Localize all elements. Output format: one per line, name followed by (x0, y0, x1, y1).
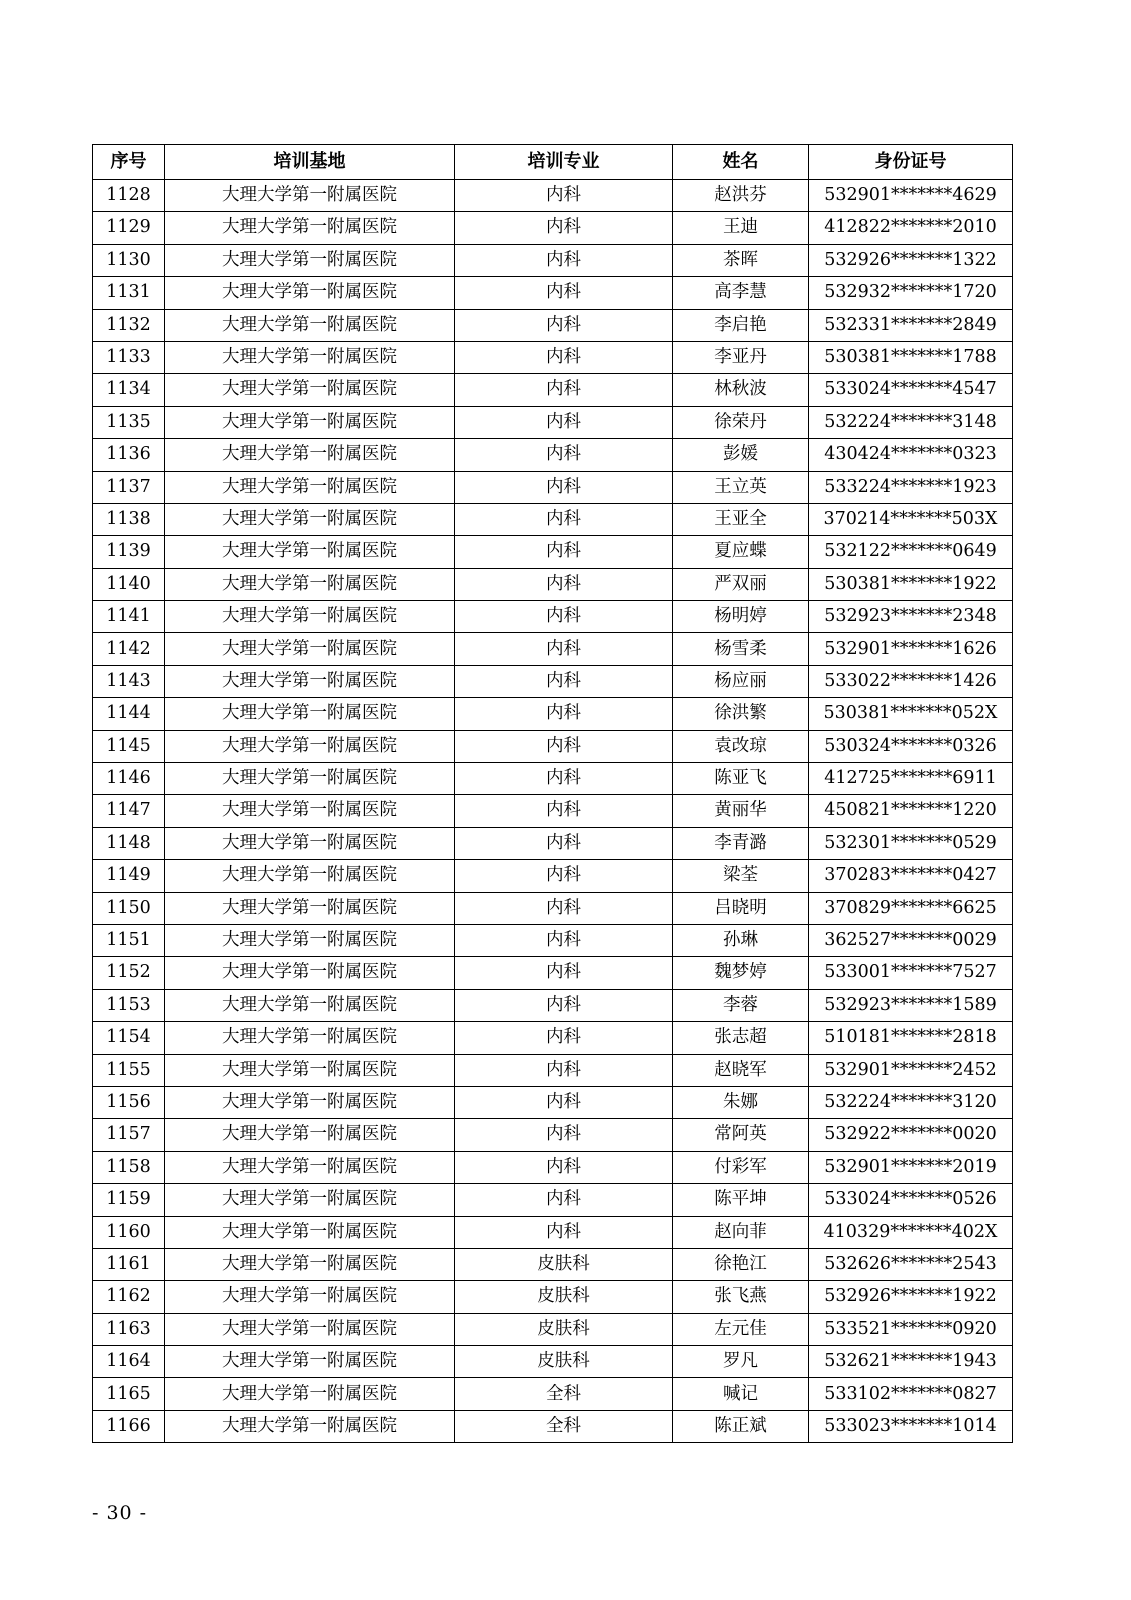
table-row (93, 536, 1013, 568)
cell-training-major: 内科 (455, 1216, 673, 1248)
cell-name: 吕晓明 (673, 892, 809, 924)
cell-training-base: 大理大学第一附属医院 (165, 1151, 455, 1183)
cell-training-base: 大理大学第一附属医院 (165, 860, 455, 892)
cell-training-major: 内科 (455, 892, 673, 924)
cell-index: 1159 (93, 1184, 165, 1216)
table-row (93, 309, 1013, 341)
cell-name: 严双丽 (673, 568, 809, 600)
cell-training-base: 大理大学第一附属医院 (165, 1086, 455, 1118)
column-header-index: 序号 (93, 145, 165, 180)
table-row (93, 957, 1013, 989)
cell-name: 喊记 (673, 1378, 809, 1410)
cell-index: 1136 (93, 439, 165, 471)
table-row (93, 1378, 1013, 1410)
cell-name: 赵晓军 (673, 1054, 809, 1086)
table-row (93, 212, 1013, 244)
cell-name: 李启艳 (673, 309, 809, 341)
cell-training-major: 皮肤科 (455, 1313, 673, 1345)
cell-name: 杨应丽 (673, 665, 809, 697)
cell-id-number: 530381*******1788 (809, 341, 1013, 373)
table-row (93, 244, 1013, 276)
table-row (93, 180, 1013, 212)
cell-id-number: 430424*******0323 (809, 439, 1013, 471)
cell-index: 1151 (93, 924, 165, 956)
cell-training-base: 大理大学第一附属医院 (165, 1346, 455, 1378)
cell-name: 袁改琼 (673, 730, 809, 762)
table-row (93, 633, 1013, 665)
roster-table-container (92, 144, 1012, 1443)
cell-index: 1135 (93, 406, 165, 438)
cell-index: 1163 (93, 1313, 165, 1345)
cell-index: 1154 (93, 1022, 165, 1054)
cell-training-base: 大理大学第一附属医院 (165, 665, 455, 697)
cell-id-number: 533024*******0526 (809, 1184, 1013, 1216)
cell-index: 1141 (93, 601, 165, 633)
cell-training-base: 大理大学第一附属医院 (165, 633, 455, 665)
cell-training-base: 大理大学第一附属医院 (165, 1022, 455, 1054)
cell-training-major: 内科 (455, 277, 673, 309)
cell-id-number: 532923*******1589 (809, 989, 1013, 1021)
table-row (93, 730, 1013, 762)
cell-index: 1147 (93, 795, 165, 827)
page-number: - 30 - (92, 1502, 148, 1524)
cell-training-base: 大理大学第一附属医院 (165, 1248, 455, 1280)
column-header-training-base: 培训基地 (165, 145, 455, 180)
cell-index: 1152 (93, 957, 165, 989)
cell-training-major: 内科 (455, 244, 673, 276)
cell-id-number: 412725*******6911 (809, 763, 1013, 795)
cell-training-base: 大理大学第一附属医院 (165, 601, 455, 633)
cell-index: 1145 (93, 730, 165, 762)
cell-training-major: 内科 (455, 1054, 673, 1086)
cell-name: 赵向菲 (673, 1216, 809, 1248)
cell-training-major: 内科 (455, 309, 673, 341)
cell-training-base: 大理大学第一附属医院 (165, 374, 455, 406)
cell-training-base: 大理大学第一附属医院 (165, 1378, 455, 1410)
cell-training-major: 皮肤科 (455, 1281, 673, 1313)
cell-training-base: 大理大学第一附属医院 (165, 277, 455, 309)
cell-training-major: 内科 (455, 1022, 673, 1054)
cell-name: 罗凡 (673, 1346, 809, 1378)
table-row (93, 503, 1013, 535)
cell-id-number: 412822*******2010 (809, 212, 1013, 244)
table-row (93, 795, 1013, 827)
table-header-row (93, 145, 1013, 180)
cell-training-base: 大理大学第一附属医院 (165, 1410, 455, 1442)
cell-training-major: 内科 (455, 763, 673, 795)
cell-id-number: 532621*******1943 (809, 1346, 1013, 1378)
cell-name: 王亚全 (673, 503, 809, 535)
cell-id-number: 533102*******0827 (809, 1378, 1013, 1410)
cell-index: 1146 (93, 763, 165, 795)
cell-id-number: 410329*******402X (809, 1216, 1013, 1248)
cell-name: 赵洪芬 (673, 180, 809, 212)
cell-training-major: 内科 (455, 730, 673, 762)
cell-index: 1137 (93, 471, 165, 503)
cell-id-number: 370283*******0427 (809, 860, 1013, 892)
cell-id-number: 532932*******1720 (809, 277, 1013, 309)
cell-index: 1157 (93, 1119, 165, 1151)
cell-training-major: 内科 (455, 924, 673, 956)
cell-index: 1132 (93, 309, 165, 341)
cell-training-base: 大理大学第一附属医院 (165, 957, 455, 989)
cell-training-major: 内科 (455, 568, 673, 600)
table-row (93, 892, 1013, 924)
cell-training-base: 大理大学第一附属医院 (165, 827, 455, 859)
cell-training-major: 内科 (455, 212, 673, 244)
column-header-name: 姓名 (673, 145, 809, 180)
table-row (93, 1216, 1013, 1248)
cell-index: 1144 (93, 698, 165, 730)
cell-name: 魏梦婷 (673, 957, 809, 989)
cell-index: 1128 (93, 180, 165, 212)
table-row (93, 341, 1013, 373)
cell-training-major: 内科 (455, 341, 673, 373)
table-row (93, 1151, 1013, 1183)
cell-id-number: 532922*******0020 (809, 1119, 1013, 1151)
cell-training-major: 内科 (455, 374, 673, 406)
cell-training-base: 大理大学第一附属医院 (165, 439, 455, 471)
cell-training-major: 内科 (455, 180, 673, 212)
cell-training-major: 内科 (455, 1086, 673, 1118)
cell-training-base: 大理大学第一附属医院 (165, 1184, 455, 1216)
cell-id-number: 532901*******1626 (809, 633, 1013, 665)
cell-training-base: 大理大学第一附属医院 (165, 989, 455, 1021)
cell-training-major: 内科 (455, 827, 673, 859)
cell-training-major: 内科 (455, 665, 673, 697)
table-body (93, 180, 1013, 1443)
cell-training-base: 大理大学第一附属医院 (165, 698, 455, 730)
cell-name: 陈亚飞 (673, 763, 809, 795)
cell-training-base: 大理大学第一附属医院 (165, 180, 455, 212)
cell-training-base: 大理大学第一附属医院 (165, 503, 455, 535)
cell-index: 1131 (93, 277, 165, 309)
cell-name: 孙琳 (673, 924, 809, 956)
table-row (93, 471, 1013, 503)
cell-training-major: 内科 (455, 503, 673, 535)
cell-name: 高李慧 (673, 277, 809, 309)
cell-training-major: 内科 (455, 698, 673, 730)
cell-index: 1155 (93, 1054, 165, 1086)
cell-training-base: 大理大学第一附属医院 (165, 568, 455, 600)
cell-name: 梁荃 (673, 860, 809, 892)
cell-training-major: 内科 (455, 860, 673, 892)
cell-index: 1162 (93, 1281, 165, 1313)
cell-training-major: 皮肤科 (455, 1248, 673, 1280)
cell-index: 1164 (93, 1346, 165, 1378)
cell-id-number: 530381*******1922 (809, 568, 1013, 600)
cell-name: 付彩军 (673, 1151, 809, 1183)
cell-training-major: 内科 (455, 1119, 673, 1151)
cell-name: 李青潞 (673, 827, 809, 859)
table-row (93, 1410, 1013, 1442)
cell-training-base: 大理大学第一附属医院 (165, 892, 455, 924)
cell-training-major: 内科 (455, 633, 673, 665)
cell-id-number: 532331*******2849 (809, 309, 1013, 341)
cell-name: 黄丽华 (673, 795, 809, 827)
cell-name: 杨明婷 (673, 601, 809, 633)
cell-training-major: 全科 (455, 1410, 673, 1442)
cell-name: 杨雪柔 (673, 633, 809, 665)
cell-index: 1158 (93, 1151, 165, 1183)
column-header-training-major: 培训专业 (455, 145, 673, 180)
cell-id-number: 370214*******503X (809, 503, 1013, 535)
cell-id-number: 532301*******0529 (809, 827, 1013, 859)
table-row (93, 1119, 1013, 1151)
cell-name: 徐艳江 (673, 1248, 809, 1280)
cell-index: 1133 (93, 341, 165, 373)
cell-training-base: 大理大学第一附属医院 (165, 730, 455, 762)
cell-index: 1134 (93, 374, 165, 406)
table-row (93, 1313, 1013, 1345)
cell-name: 张飞燕 (673, 1281, 809, 1313)
cell-index: 1140 (93, 568, 165, 600)
cell-id-number: 533224*******1923 (809, 471, 1013, 503)
cell-index: 1156 (93, 1086, 165, 1118)
cell-id-number: 362527*******0029 (809, 924, 1013, 956)
table-row (93, 568, 1013, 600)
cell-name: 陈正斌 (673, 1410, 809, 1442)
cell-training-base: 大理大学第一附属医院 (165, 471, 455, 503)
cell-name: 朱娜 (673, 1086, 809, 1118)
cell-id-number: 532122*******0649 (809, 536, 1013, 568)
cell-id-number: 532901*******2019 (809, 1151, 1013, 1183)
cell-training-base: 大理大学第一附属医院 (165, 341, 455, 373)
cell-name: 李亚丹 (673, 341, 809, 373)
table-row (93, 601, 1013, 633)
cell-index: 1142 (93, 633, 165, 665)
cell-training-major: 内科 (455, 471, 673, 503)
cell-name: 彭媛 (673, 439, 809, 471)
cell-index: 1139 (93, 536, 165, 568)
cell-training-base: 大理大学第一附属医院 (165, 1281, 455, 1313)
cell-id-number: 530324*******0326 (809, 730, 1013, 762)
table-row (93, 374, 1013, 406)
column-header-id-number: 身份证号 (809, 145, 1013, 180)
cell-index: 1166 (93, 1410, 165, 1442)
cell-id-number: 532224*******3120 (809, 1086, 1013, 1118)
cell-training-major: 内科 (455, 1184, 673, 1216)
cell-id-number: 370829*******6625 (809, 892, 1013, 924)
cell-training-base: 大理大学第一附属医院 (165, 1054, 455, 1086)
table-row (93, 698, 1013, 730)
cell-training-base: 大理大学第一附属医院 (165, 1216, 455, 1248)
table-row (93, 1248, 1013, 1280)
cell-training-base: 大理大学第一附属医院 (165, 924, 455, 956)
table-row (93, 1281, 1013, 1313)
cell-training-base: 大理大学第一附属医院 (165, 406, 455, 438)
cell-training-base: 大理大学第一附属医院 (165, 763, 455, 795)
cell-id-number: 533001*******7527 (809, 957, 1013, 989)
cell-training-major: 内科 (455, 1151, 673, 1183)
cell-index: 1129 (93, 212, 165, 244)
cell-index: 1150 (93, 892, 165, 924)
cell-index: 1130 (93, 244, 165, 276)
cell-index: 1149 (93, 860, 165, 892)
cell-index: 1161 (93, 1248, 165, 1280)
table-row (93, 989, 1013, 1021)
table-row (93, 277, 1013, 309)
cell-name: 徐洪繁 (673, 698, 809, 730)
roster-table (92, 144, 1013, 1443)
cell-training-major: 内科 (455, 439, 673, 471)
cell-name: 夏应蝶 (673, 536, 809, 568)
cell-training-base: 大理大学第一附属医院 (165, 1119, 455, 1151)
cell-id-number: 510181*******2818 (809, 1022, 1013, 1054)
cell-name: 徐荣丹 (673, 406, 809, 438)
cell-training-major: 内科 (455, 601, 673, 633)
cell-name: 王迪 (673, 212, 809, 244)
cell-training-major: 内科 (455, 989, 673, 1021)
cell-index: 1153 (93, 989, 165, 1021)
table-row (93, 1086, 1013, 1118)
cell-name: 张志超 (673, 1022, 809, 1054)
table-row (93, 439, 1013, 471)
cell-id-number: 532626*******2543 (809, 1248, 1013, 1280)
table-row (93, 763, 1013, 795)
cell-training-base: 大理大学第一附属医院 (165, 212, 455, 244)
table-row (93, 665, 1013, 697)
cell-id-number: 532926*******1322 (809, 244, 1013, 276)
cell-name: 陈平坤 (673, 1184, 809, 1216)
cell-training-major: 皮肤科 (455, 1346, 673, 1378)
cell-name: 李蓉 (673, 989, 809, 1021)
cell-id-number: 533024*******4547 (809, 374, 1013, 406)
table-row (93, 924, 1013, 956)
cell-name: 林秋波 (673, 374, 809, 406)
cell-index: 1143 (93, 665, 165, 697)
cell-training-base: 大理大学第一附属医院 (165, 795, 455, 827)
table-row (93, 1022, 1013, 1054)
cell-training-base: 大理大学第一附属医院 (165, 1313, 455, 1345)
cell-training-base: 大理大学第一附属医院 (165, 244, 455, 276)
cell-training-major: 内科 (455, 406, 673, 438)
cell-index: 1160 (93, 1216, 165, 1248)
cell-id-number: 533022*******1426 (809, 665, 1013, 697)
table-row (93, 860, 1013, 892)
cell-id-number: 450821*******1220 (809, 795, 1013, 827)
cell-index: 1148 (93, 827, 165, 859)
cell-training-major: 内科 (455, 795, 673, 827)
table-row (93, 1346, 1013, 1378)
cell-id-number: 532224*******3148 (809, 406, 1013, 438)
cell-id-number: 530381*******052X (809, 698, 1013, 730)
table-row (93, 1184, 1013, 1216)
table-row (93, 1054, 1013, 1086)
cell-training-major: 内科 (455, 957, 673, 989)
cell-id-number: 532901*******4629 (809, 180, 1013, 212)
cell-index: 1138 (93, 503, 165, 535)
cell-training-base: 大理大学第一附属医院 (165, 309, 455, 341)
cell-id-number: 533023*******1014 (809, 1410, 1013, 1442)
cell-training-base: 大理大学第一附属医院 (165, 536, 455, 568)
cell-name: 茶晖 (673, 244, 809, 276)
table-row (93, 406, 1013, 438)
cell-id-number: 533521*******0920 (809, 1313, 1013, 1345)
cell-index: 1165 (93, 1378, 165, 1410)
cell-id-number: 532901*******2452 (809, 1054, 1013, 1086)
table-header (93, 145, 1013, 180)
cell-training-major: 全科 (455, 1378, 673, 1410)
cell-training-major: 内科 (455, 536, 673, 568)
cell-name: 左元佳 (673, 1313, 809, 1345)
cell-name: 王立英 (673, 471, 809, 503)
cell-id-number: 532926*******1922 (809, 1281, 1013, 1313)
cell-id-number: 532923*******2348 (809, 601, 1013, 633)
table-row (93, 827, 1013, 859)
cell-name: 常阿英 (673, 1119, 809, 1151)
